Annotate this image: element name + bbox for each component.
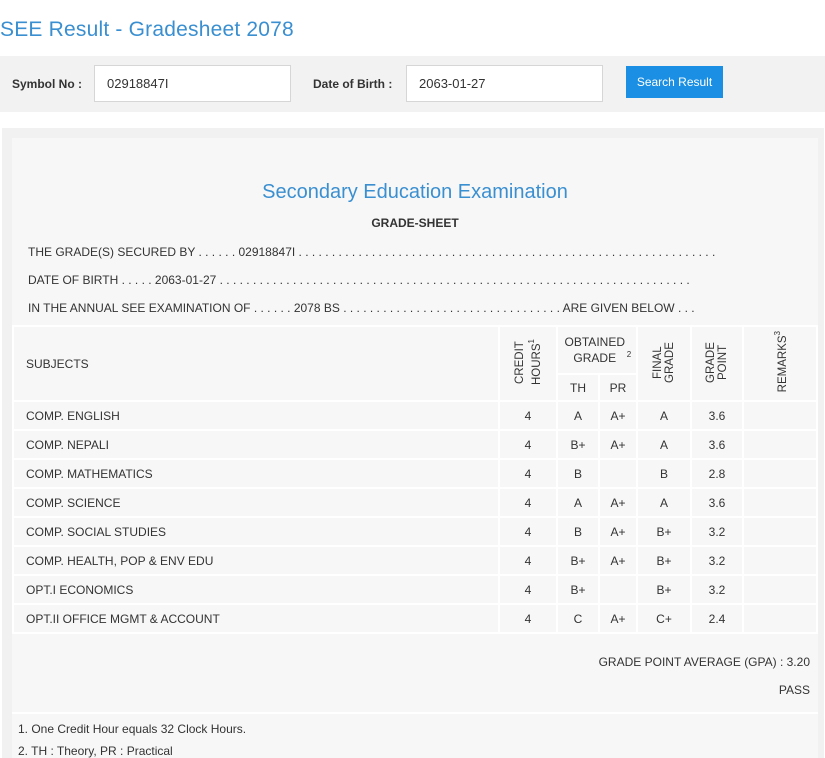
pr-grade-cell: A+ (599, 604, 637, 633)
grades-table (12, 325, 818, 634)
table-row (13, 604, 817, 633)
symbol-label: Symbol No : (12, 77, 83, 91)
grade-point-header: GRADE POINT (691, 326, 743, 401)
th-grade-cell: A (557, 488, 599, 517)
final-grade-cell: B+ (637, 546, 691, 575)
remarks-cell (743, 401, 817, 430)
remarks-cell (743, 575, 817, 604)
remarks-cell (743, 459, 817, 488)
subject-cell: COMP. NEPALI (13, 430, 499, 459)
final-grade-cell: A (637, 401, 691, 430)
page-title: SEE Result - Gradesheet 2078 (0, 18, 294, 41)
credit-cell: 4 (499, 604, 557, 633)
table-row (13, 546, 817, 575)
obtained-grade-header: OBTAINED GRADE $^2$ (557, 326, 637, 374)
th-grade-cell: B (557, 459, 599, 488)
pr-grade-cell (599, 459, 637, 488)
pr-grade-cell (599, 575, 637, 604)
grade-point-cell: 3.6 (691, 401, 743, 430)
final-grade-cell: A (637, 488, 691, 517)
final-grade-header: FINAL GRADE (637, 326, 691, 401)
pr-grade-cell: A+ (599, 488, 637, 517)
subject-cell: OPT.II OFFICE MGMT & ACCOUNT (13, 604, 499, 633)
grade-point-cell: 3.2 (691, 546, 743, 575)
notes-divider (12, 712, 818, 714)
subject-cell: COMP. MATHEMATICS (13, 459, 499, 488)
exam-title: Secondary Education Examination (262, 181, 568, 203)
table-row (13, 488, 817, 517)
table-row (13, 575, 817, 604)
exam-year-line: IN THE ANNUAL SEE EXAMINATION OF . . . . . . 2078 BS . . . . . . . . . . . . . . . . . . . . . . . . . . . . . . . . . ARE GIVEN BELOW . . . (28, 301, 695, 315)
secured-by-line: THE GRADE(S) SECURED BY . . . . . . 02918847I . . . . . . . . . . . . . . . . . . . . . . . . . . . . . . . . . . . . . . . . . . . . . . . . . . . . . . . . . . . . . . . (28, 245, 716, 259)
note-credit-hour: 1. One Credit Hour equals 32 Clock Hours. (18, 722, 247, 736)
gradesheet-title: GRADE-SHEET (371, 216, 459, 230)
th-grade-cell: B+ (557, 575, 599, 604)
credit-cell: 4 (499, 401, 557, 430)
dob-line: DATE OF BIRTH . . . . . 2063-01-27 . . . . . . . . . . . . . . . . . . . . . . . . . . . . . . . . . . . . . . . . . . . . . . . . . . . . . . . . . . . . . . . . . . . . . . . (28, 273, 690, 287)
pr-grade-cell: A+ (599, 517, 637, 546)
th-grade-cell: B+ (557, 430, 599, 459)
credit-cell: 4 (499, 517, 557, 546)
th-header: TH (557, 374, 599, 401)
table-row (13, 517, 817, 546)
table-row (13, 430, 817, 459)
grade-point-cell: 2.8 (691, 459, 743, 488)
grade-point-cell: 3.2 (691, 575, 743, 604)
gpa-text: GRADE POINT AVERAGE (GPA) : 3.20 (598, 655, 810, 669)
th-grade-cell: B+ (557, 546, 599, 575)
remarks-header: REMARKS$^3$ (743, 326, 817, 401)
pr-header: PR (599, 374, 637, 401)
final-grade-cell: C+ (637, 604, 691, 633)
pr-grade-cell: A+ (599, 401, 637, 430)
remarks-cell (743, 546, 817, 575)
remarks-cell (743, 430, 817, 459)
th-grade-cell: C (557, 604, 599, 633)
remarks-cell (743, 488, 817, 517)
credit-cell: 4 (499, 459, 557, 488)
credit-hours-header: CREDIT HOURS$^1$ (499, 326, 557, 401)
subject-cell: COMP. SOCIAL STUDIES (13, 517, 499, 546)
symbol-input[interactable] (94, 65, 291, 102)
table-row (13, 459, 817, 488)
th-grade-cell: A (557, 401, 599, 430)
th-grade-cell: B (557, 517, 599, 546)
pr-grade-cell: A+ (599, 430, 637, 459)
credit-cell: 4 (499, 430, 557, 459)
credit-cell: 4 (499, 488, 557, 517)
result-card (2, 128, 824, 758)
search-result-button[interactable]: Search Result (626, 66, 723, 98)
table-row (13, 401, 817, 430)
grade-sheet (12, 138, 818, 758)
note-th-pr: 2. TH : Theory, PR : Practical (18, 744, 173, 758)
final-grade-cell: B (637, 459, 691, 488)
grade-point-cell: 3.6 (691, 488, 743, 517)
dob-input[interactable] (406, 65, 603, 102)
remarks-cell (743, 517, 817, 546)
final-grade-cell: A (637, 430, 691, 459)
result-status: PASS (778, 683, 810, 697)
credit-cell: 4 (499, 575, 557, 604)
final-grade-cell: B+ (637, 575, 691, 604)
grade-point-cell: 3.2 (691, 517, 743, 546)
search-form (0, 56, 825, 112)
credit-cell: 4 (499, 546, 557, 575)
dob-label: Date of Birth : (313, 77, 393, 91)
pr-grade-cell: A+ (599, 546, 637, 575)
remarks-cell (743, 604, 817, 633)
subject-cell: COMP. HEALTH, POP & ENV EDU (13, 546, 499, 575)
grade-point-cell: 2.4 (691, 604, 743, 633)
subject-cell: COMP. SCIENCE (13, 488, 499, 517)
grade-point-cell: 3.6 (691, 430, 743, 459)
final-grade-cell: B+ (637, 517, 691, 546)
subject-cell: COMP. ENGLISH (13, 401, 499, 430)
subjects-header: SUBJECTS (13, 326, 499, 401)
subject-cell: OPT.I ECONOMICS (13, 575, 499, 604)
